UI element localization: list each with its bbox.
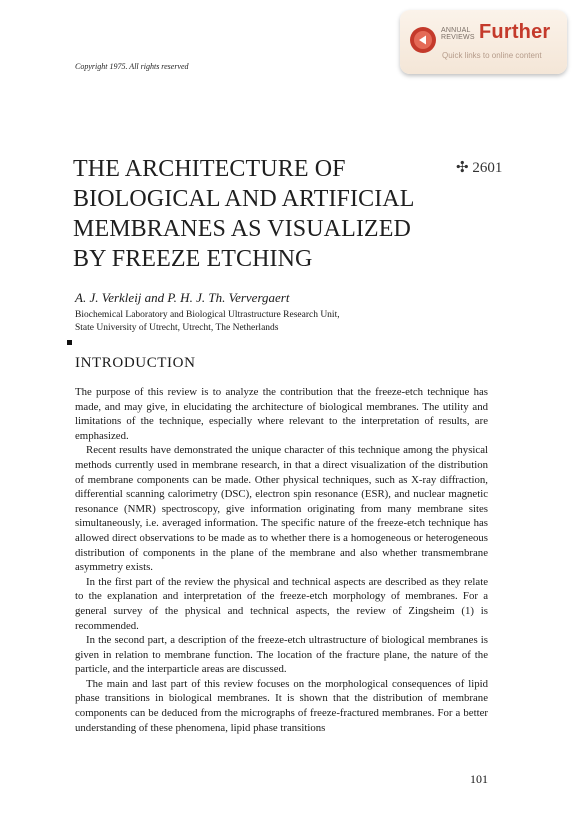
body-text bbox=[75, 385, 488, 735]
annual-reviews-label: ANNUAL REVIEWS bbox=[441, 27, 475, 41]
further-wordmark: Further bbox=[479, 21, 551, 43]
paragraph: In the second part, a description of the freeze-etch ultrastructure of biological membranes is given in relation to membrane function. The location of the fracture plane, the nature of the particle, and the interparticle areas are discussed. bbox=[75, 634, 488, 676]
article-title bbox=[73, 154, 433, 274]
paragraph: In the first part of the review the physical and technical aspects are described as they relate to the explanation and interpretation of the freeze-etch morphology of membranes. For a general survey of the physical and technical aspects, the review of Zingsheim (1) is recommended. bbox=[75, 575, 488, 632]
affiliation-line: Biochemical Laboratory and Biological Ultrastructure Research Unit, bbox=[75, 310, 340, 320]
title-line: THE ARCHITECTURE OF bbox=[73, 156, 346, 182]
copyright-notice: Copyright 1975. All rights reserved bbox=[75, 62, 189, 71]
title-line: BY FREEZE ETCHING bbox=[73, 246, 313, 272]
section-heading: INTRODUCTION bbox=[75, 355, 196, 371]
affiliation bbox=[75, 309, 340, 334]
paragraph: The main and last part of this review focuses on the morphological consequences of lipid phase transitions in biological membranes. It is shown that the distribution of membrane components can be deduced from the micrographs of freeze-fractured membranes. For a better understanding of these phenomena, lipid phase transitions bbox=[75, 677, 488, 734]
title-line: MEMBRANES AS VISUALIZED bbox=[73, 216, 411, 242]
page-number: 101 bbox=[470, 772, 488, 786]
article-code: ✣ 2601 bbox=[456, 160, 503, 176]
paragraph: Recent results have demonstrated the unique character of this technique among the physical methods currently used in membrane research, in that a direct visualization of the distribution of membrane components can be made. Other physical techniques, such as X-ray diffraction, differential scanning calorimetry (DSC), electron spin resonance (ESR), and nuclear magnetic resonance (NMR) spectroscopy, give information originating from many membrane sites simultaneously, i.e. averaged information. The specific nature of the freeze-etch technique has allowed direct observations to be made as to whether there is a homogeneous or heterogeneous distribution of components in the plane of the membrane and also whether transmembrane asymmetry exists. bbox=[75, 444, 488, 574]
play-arrow-icon bbox=[410, 27, 436, 53]
title-line: BIOLOGICAL AND ARTIFICIAL bbox=[73, 186, 415, 212]
author-list: A. J. Verkleij and P. H. J. Th. Ververgaert bbox=[75, 290, 290, 305]
further-subtitle: Quick links to online content bbox=[442, 51, 542, 60]
further-annual-reviews-badge[interactable] bbox=[400, 10, 567, 74]
bullet-marker bbox=[67, 340, 72, 345]
affiliation-line: State University of Utrecht, Utrecht, The Netherlands bbox=[75, 322, 279, 333]
paragraph: The purpose of this review is to analyze the contribution that the freeze-etch technique has made, and may give, in elucidating the architecture of biological membranes. The utility and limitations of the technique, especially where relevant to the interpretation of results, are emphasized. bbox=[75, 386, 488, 442]
